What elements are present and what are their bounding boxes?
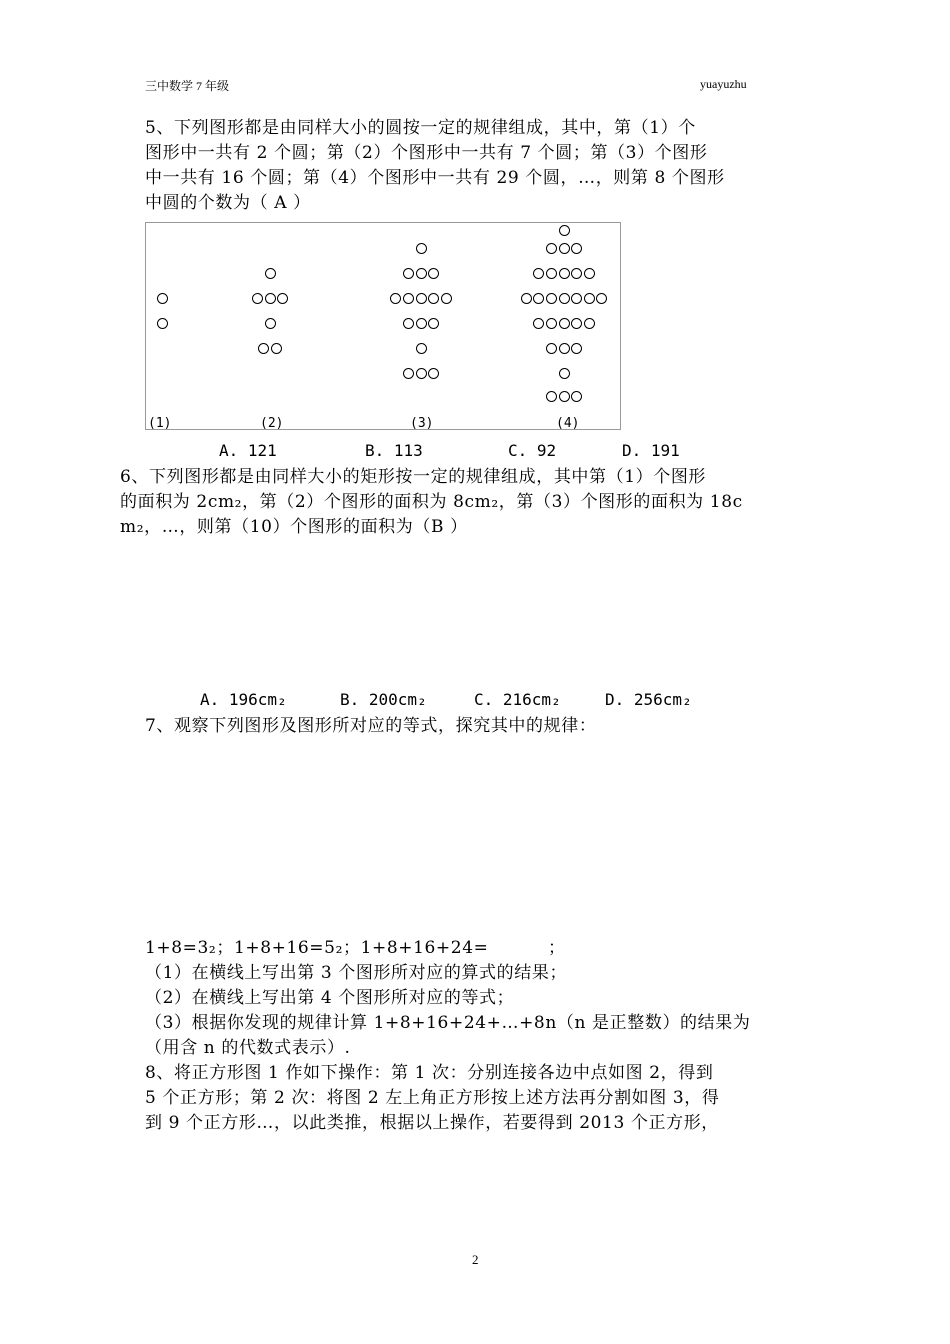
figure-2-circle — [265, 318, 276, 329]
figure-4-circle — [559, 391, 570, 402]
figure-4-circle — [571, 268, 582, 279]
figure-label-3: (3) — [410, 416, 434, 431]
figure-4-circle — [596, 293, 607, 304]
q5-line-1: 5、下列图形都是由同样大小的圆按一定的规律组成，其中，第（1）个 — [145, 118, 696, 138]
figure-4-circle — [571, 243, 582, 254]
q6-line-3: m₂，…，则第（10）个图形的面积为（B ） — [120, 517, 468, 537]
figure-3-circle — [390, 293, 401, 304]
figure-4-circle — [584, 268, 595, 279]
q7-title: 7、观察下列图形及图形所对应的等式，探究其中的规律： — [145, 716, 597, 736]
figure-3-circle — [416, 243, 427, 254]
q7-part-3: （3）根据你发现的规律计算 1+8+16+24+…+8n（n 是正整数）的结果为 — [145, 1013, 751, 1033]
figure-3-circle — [428, 368, 439, 379]
figure-3-circle — [416, 293, 427, 304]
figure-4-circle — [571, 293, 582, 304]
figure-label-4: (4) — [556, 416, 580, 431]
figure-4-circle — [533, 318, 544, 329]
q5-option-a: A. 121 — [219, 441, 277, 460]
figure-4-circle — [584, 293, 595, 304]
header-right: yuayuzhu — [700, 77, 747, 91]
figure-4-circle — [546, 391, 557, 402]
figure-4-circle — [559, 293, 570, 304]
q5-line-4: 中圆的个数为（ A ） — [145, 193, 311, 213]
figure-label-1: (1) — [148, 416, 172, 431]
figure-4-circle — [546, 243, 557, 254]
figure-4-circle — [559, 318, 570, 329]
figure-3-circle — [428, 293, 439, 304]
figure-4-circle — [571, 391, 582, 402]
figure-3-circle — [403, 318, 414, 329]
figure-4-circle — [533, 293, 544, 304]
q8-line-1: 8、将正方形图 1 作如下操作：第 1 次：分别连接各边中点如图 2，得到 — [145, 1063, 714, 1083]
q5-option-c: C. 92 — [508, 441, 557, 460]
q7-part-4: （用含 n 的代数式表示）. — [145, 1038, 351, 1058]
figure-4-circle — [546, 293, 557, 304]
q6-option-d: D. 256cm₂ — [605, 690, 692, 709]
figure-3-circle — [416, 368, 427, 379]
figure-2-circle — [265, 293, 276, 304]
figure-1-circle — [157, 318, 168, 329]
figure-3-circle — [428, 318, 439, 329]
figure-3-circle — [416, 268, 427, 279]
q7-part-2: （2）在横线上写出第 4 个图形所对应的等式； — [145, 988, 515, 1008]
q5-line-3: 中一共有 16 个圆；第（4）个图形中一共有 29 个圆，…，则第 8 个图形 — [145, 168, 725, 188]
q7-part-1: （1）在横线上写出第 3 个图形所对应的算式的结果； — [145, 963, 568, 983]
q5-line-2: 图形中一共有 2 个圆；第（2）个图形中一共有 7 个圆；第（3）个图形 — [145, 143, 708, 163]
figure-3-circle — [416, 318, 427, 329]
q6-line-1: 6、下列图形都是由同样大小的矩形按一定的规律组成，其中第（1）个图形 — [120, 467, 707, 487]
q7-equation: 1+8=3₂；1+8+16=5₂；1+8+16+24= — [145, 938, 489, 958]
figure-4-circle — [521, 293, 532, 304]
figure-4-circle — [559, 243, 570, 254]
q7-equation-end: ； — [548, 938, 566, 958]
figure-4-circle — [584, 318, 595, 329]
q5-option-b: B. 113 — [365, 441, 423, 460]
figure-2-circle — [258, 343, 269, 354]
figure-4-circle — [571, 343, 582, 354]
q5-option-d: D. 191 — [622, 441, 680, 460]
figure-3-circle — [403, 293, 414, 304]
figure-2-circle — [277, 293, 288, 304]
figure-label-2: (2) — [260, 416, 284, 431]
figure-4-circle — [559, 225, 570, 236]
figure-3-circle — [416, 343, 427, 354]
figure-2-circle — [265, 268, 276, 279]
header-left: 三中数学 7 年级 — [145, 79, 230, 93]
q6-option-b: B. 200cm₂ — [340, 690, 427, 709]
figure-3-circle — [441, 293, 452, 304]
q6-option-c: C. 216cm₂ — [474, 690, 561, 709]
q8-line-2: 5 个正方形；第 2 次：将图 2 左上角正方形按上述方法再分割如图 3，得 — [145, 1088, 720, 1108]
figure-1-circle — [157, 293, 168, 304]
figure-4-circle — [546, 318, 557, 329]
figure-2-circle — [271, 343, 282, 354]
q8-line-3: 到 9 个正方形…，以此类推，根据以上操作，若要得到 2013 个正方形， — [145, 1113, 719, 1133]
figure-4-circle — [533, 268, 544, 279]
figure-4-circle — [559, 268, 570, 279]
circle-pattern-figure — [145, 222, 621, 430]
figure-4-circle — [571, 318, 582, 329]
q6-option-a: A. 196cm₂ — [200, 690, 287, 709]
page-number: 2 — [472, 1252, 479, 1267]
figure-4-circle — [559, 368, 570, 379]
figure-3-circle — [403, 368, 414, 379]
figure-4-circle — [546, 343, 557, 354]
figure-2-circle — [252, 293, 263, 304]
figure-3-circle — [403, 268, 414, 279]
q6-line-2: 的面积为 2cm₂，第（2）个图形的面积为 8cm₂，第（3）个图形的面积为 18c — [120, 492, 743, 512]
figure-4-circle — [559, 343, 570, 354]
figure-3-circle — [428, 268, 439, 279]
figure-4-circle — [546, 268, 557, 279]
